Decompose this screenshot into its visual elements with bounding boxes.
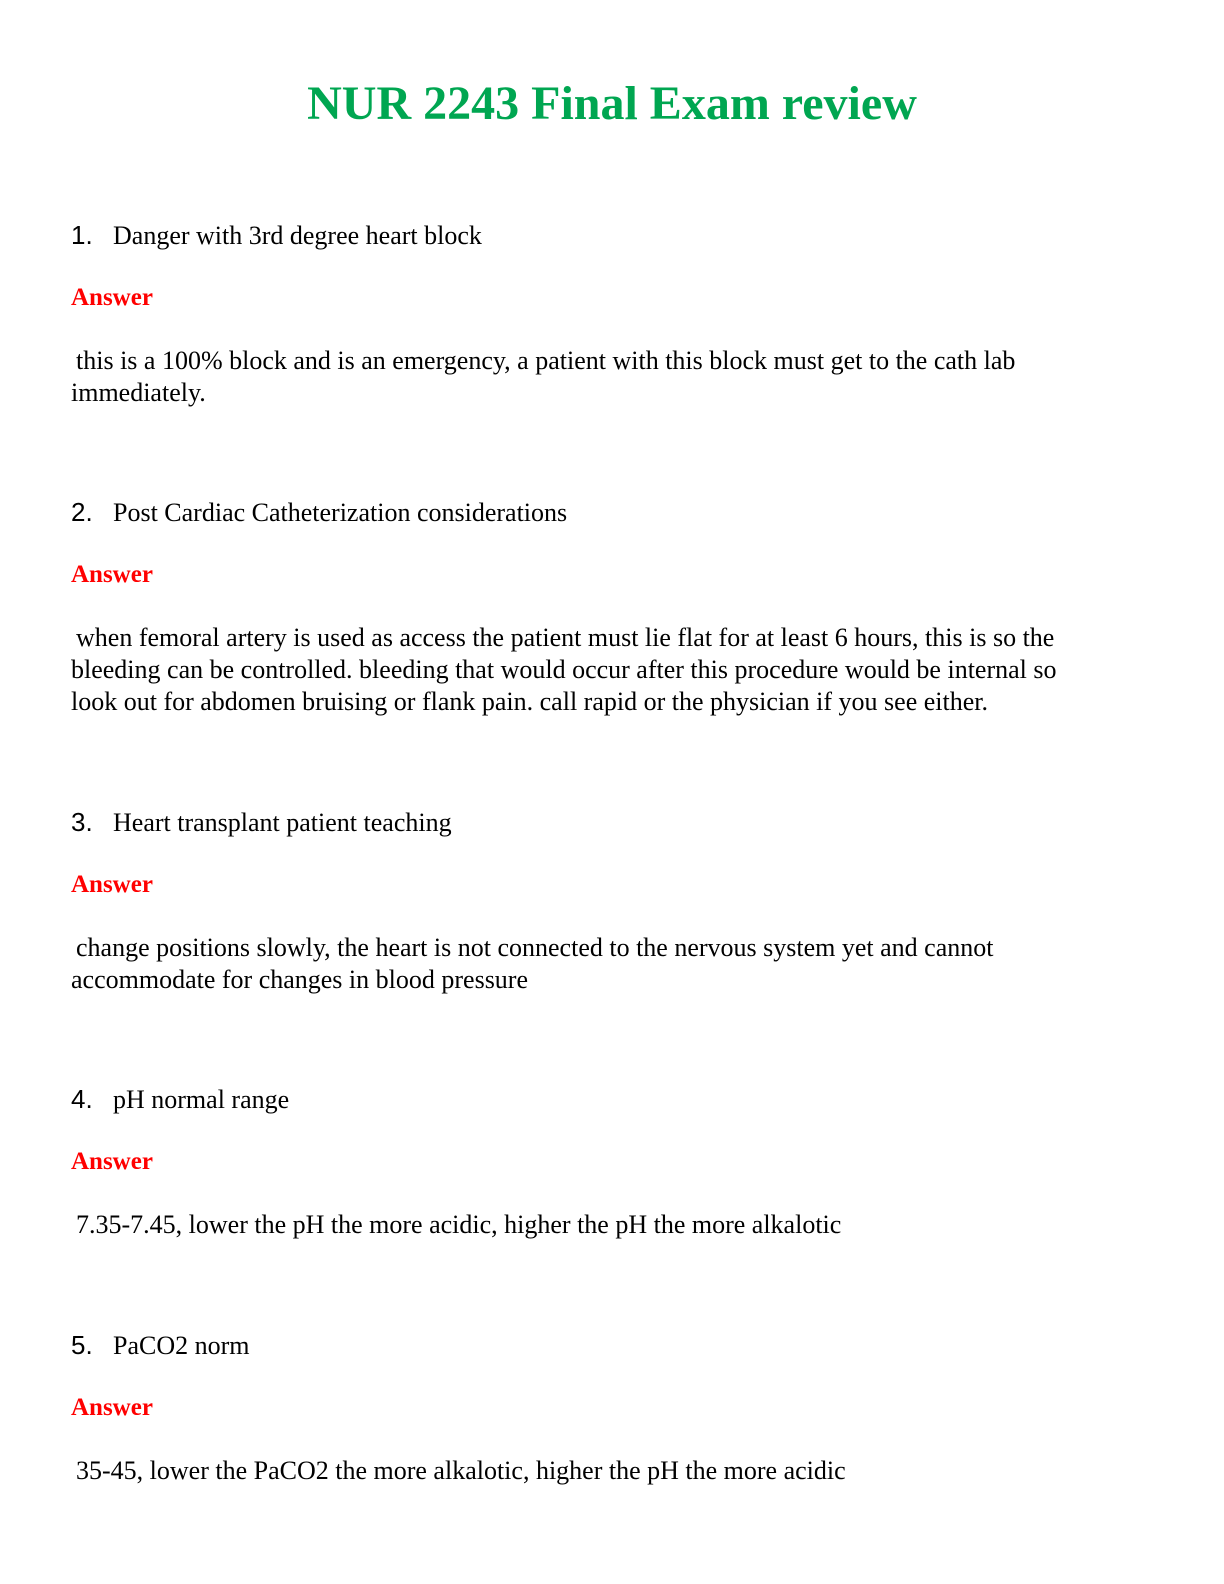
question-text: Danger with 3rd degree heart block — [113, 221, 482, 250]
question-block-2 — [71, 496, 1151, 718]
question-text: pH normal range — [113, 1085, 290, 1114]
question-line — [71, 219, 1151, 251]
answer-line: bleeding can be controlled. bleeding that would occur after this procedure would be internal so — [71, 655, 1057, 684]
question-number: 1. — [71, 220, 93, 250]
answer-line: look out for abdomen bruising or flank pain. call rapid or the physician if you see either. — [71, 687, 988, 716]
document-title: NUR 2243 Final Exam review — [307, 77, 917, 130]
question-block-5 — [71, 1329, 1151, 1487]
question-number: 4. — [71, 1084, 93, 1114]
answer-label: Answer — [71, 561, 153, 588]
answer-line: change positions slowly, the heart is not connected to the nervous system yet and cannot — [76, 933, 994, 962]
answer-line: 35-45, lower the PaCO2 the more alkalotic, higher the pH the more acidic — [76, 1456, 846, 1485]
question-number: 2. — [71, 497, 93, 527]
question-text: Post Cardiac Catheterization considerations — [113, 498, 568, 527]
answer-label: Answer — [71, 871, 153, 898]
answer-line: when femoral artery is used as access the patient must lie flat for at least 6 hours, this is so the — [76, 623, 1055, 652]
answer-text — [71, 1209, 1154, 1241]
answer-line: accommodate for changes in blood pressure — [71, 965, 529, 994]
question-line — [71, 806, 1151, 838]
answer-text — [71, 622, 1154, 718]
answer-text — [71, 345, 1154, 409]
question-line — [71, 1329, 1151, 1361]
answer-text — [71, 1455, 1154, 1487]
question-number: 3. — [71, 807, 93, 837]
question-block-3 — [71, 806, 1151, 996]
question-text: Heart transplant patient teaching — [113, 808, 452, 837]
question-block-1 — [71, 219, 1151, 409]
question-text: PaCO2 norm — [113, 1331, 250, 1360]
answer-line: 7.35-7.45, lower the pH the more acidic, higher the pH the more alkalotic — [76, 1210, 842, 1239]
answer-label: Answer — [71, 1148, 153, 1175]
question-block-4 — [71, 1083, 1151, 1241]
answer-line: this is a 100% block and is an emergency, a patient with this block must get to the cath lab — [76, 346, 1016, 375]
question-line — [71, 496, 1151, 528]
question-line — [71, 1083, 1151, 1115]
answer-text — [71, 932, 1154, 996]
answer-label: Answer — [71, 284, 153, 311]
answer-label: Answer — [71, 1394, 153, 1421]
answer-line: immediately. — [71, 378, 206, 407]
question-number: 5. — [71, 1330, 93, 1360]
